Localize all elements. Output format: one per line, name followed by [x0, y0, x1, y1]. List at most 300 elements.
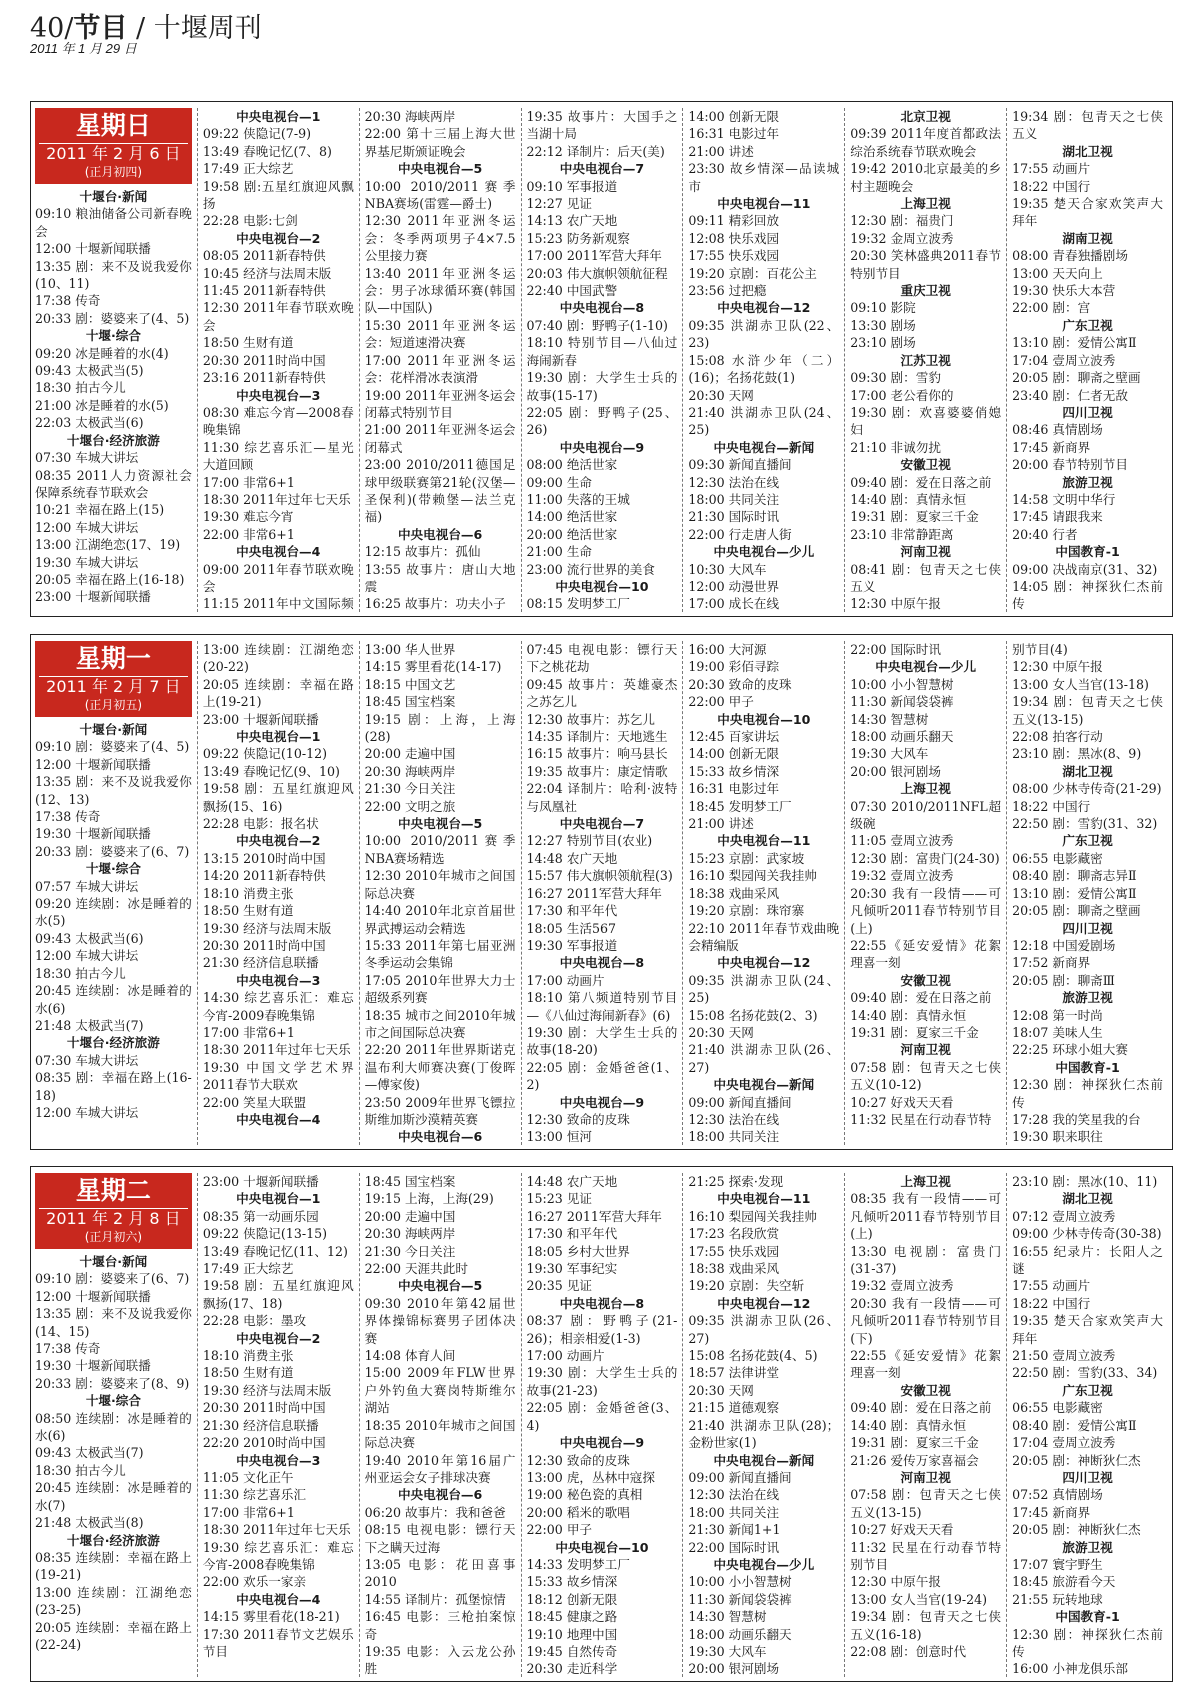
program-item: 20:30 天网 [688, 1382, 754, 1398]
program-item: 17:55 快乐戏园 [688, 1243, 780, 1259]
channel-header: 中央电视台—9 [559, 439, 645, 455]
program-item: 19:58 剧：五星红旗迎风飘扬(17、18) [202, 1278, 354, 1311]
channel-header: 中央电视台—6 [397, 1487, 483, 1503]
program-item: 19:31 剧：夏家三千金 [850, 509, 979, 525]
program-item: 23:10 剧：黑冰(8、9) [1012, 746, 1142, 762]
program-item: 21:00 冰是睡着的水(5) [35, 397, 169, 413]
program-item: 09:22 侠隐记(13-15) [202, 1226, 328, 1242]
program-item: 08:35 连续剧：幸福在路上(19-21) [35, 1549, 192, 1583]
program-item: 19:30 剧：欢喜婆婆俏媳妇 [850, 404, 1002, 438]
program-item: 15:08 名扬花鼓(4、5) [688, 1348, 818, 1364]
program-item: 07:45 电视电影：镖行天下之桃花劫 [526, 642, 678, 675]
channel-header: 十堰台·经济旅游 [66, 1035, 160, 1051]
program-item: 20:40 行者 [1012, 526, 1078, 542]
program-item: 18:30 2011年过年七天乐 [202, 1522, 351, 1538]
program-item: 19:20 京剧：失空斩 [688, 1278, 805, 1294]
program-item: 别节目(4) [1012, 642, 1068, 657]
program-item: 07:58 剧：包青天之七侠五义(10-12) [850, 1059, 1002, 1093]
program-item: 18:22 中国行 [1012, 178, 1091, 194]
program-item: 12:00 十堰新闻联播 [35, 756, 151, 772]
channel-header: 中央电视台—3 [236, 972, 321, 988]
program-item: 17:04 壹周立波秀 [1012, 1435, 1116, 1451]
program-item: 14:40 剧：真情永恒 [850, 1417, 967, 1433]
listing-column [521, 108, 683, 612]
program-item: 20:30 天网 [688, 387, 754, 403]
badge-date: 2011 年 2 月 6 日 [39, 143, 188, 164]
program-item: 22:00 甲子 [526, 1522, 593, 1538]
program-item: 09:30 剧：雪豹 [850, 370, 941, 386]
program-item: 16:25 故事片：功夫小子 [364, 596, 506, 612]
program-item: 15:23 京剧：武家坡 [688, 850, 805, 866]
program-item: 09:10 军事报道 [526, 178, 618, 194]
program-item: 16:10 梨园闯关我挂帅 [688, 1208, 817, 1224]
program-item: 11:15 2011年中文国际频 [202, 596, 354, 612]
channel-header: 河南卫视 [900, 1469, 951, 1485]
program-item: 20:30 海峡两岸 [364, 1226, 456, 1242]
program-item: 20:30 2011时尚中国 [202, 937, 326, 953]
channel-header: 安徽卫视 [900, 457, 951, 473]
program-item: 17:00 非常6+1 [202, 1024, 295, 1040]
program-item: 08:50 连续剧：冰是睡着的水(6) [35, 1410, 192, 1444]
program-item: 20:05 剧：神断狄仁杰 [1012, 1452, 1141, 1468]
program-item: 11:30 综艺喜乐汇 [202, 1487, 307, 1503]
channel-header: 上海卫视 [900, 1174, 951, 1189]
program-item: 13:05 电影：花田喜事2010 [364, 1556, 516, 1590]
channel-header: 中央电视台—5 [397, 1278, 483, 1294]
program-item: 09:00 决战南京(31、32) [1012, 561, 1158, 577]
listing-column [844, 641, 1006, 1145]
program-item: 14:13 农广天地 [526, 213, 618, 229]
channel-header: 十堰·综合 [85, 861, 141, 877]
program-item: 22:00 甲子 [688, 694, 754, 710]
program-item: 12:00 动漫世界 [688, 578, 780, 594]
program-item: 22:00 笑星大联盟 [202, 1094, 307, 1110]
program-item: 21:00 2011年亚洲冬运会闭幕式 [364, 422, 516, 455]
separator: / [127, 13, 154, 44]
program-item: 18:12 创新无限 [526, 1591, 618, 1607]
channel-header: 中央电视台—2 [236, 1330, 321, 1346]
program-item: 20:00 绝活世家 [526, 526, 618, 542]
program-item: 19:30 十堰新闻联播 [35, 826, 151, 842]
channel-header: 中央电视台—12 [717, 955, 811, 971]
program-item: 22:00 天涯共此时 [364, 1261, 468, 1277]
program-item: 08:05 2011新春特供 [202, 248, 326, 264]
program-item: 19:30 经济与法周末版 [202, 920, 332, 936]
program-item: 10:27 好戏天天看 [850, 1094, 954, 1110]
program-item: 20:33 剧：婆婆来了(6、7) [35, 843, 190, 859]
program-item: 10:00 小小智慧树 [850, 676, 954, 692]
program-item: 18:10 消费主张 [202, 1348, 294, 1364]
program-item: 18:05 生活567 [526, 920, 617, 936]
channel-header: 中央电视台—7 [559, 816, 645, 832]
program-item: 13:30 电视剧：富贵门(31-37) [850, 1243, 1002, 1277]
channel-header: 旅游卫视 [1062, 990, 1113, 1006]
program-item: 21:48 太极武当(8) [35, 1515, 144, 1531]
program-item: 20:30 笑林盛典2011春节特别节目 [850, 248, 1002, 281]
program-item: 21:30 国际时讯 [688, 509, 780, 525]
channel-header: 中央电视台—10 [555, 578, 649, 594]
program-item: 21:26 爱传万家喜福会 [850, 1452, 979, 1468]
program-item: 21:30 经济信息联播 [202, 1417, 319, 1433]
program-item: 18:45 国宝档案 [364, 1174, 456, 1189]
program-item: 11:30 新闻袋袋裤 [688, 1591, 792, 1607]
channel-header: 中央电视台—11 [717, 1191, 811, 1207]
channel-header: 湖北卫视 [1062, 763, 1113, 779]
program-item: 22:50 剧：雪豹(33、34) [1012, 1365, 1158, 1381]
day-badge [35, 641, 192, 717]
program-item: 22:28 电影：墨攻 [202, 1313, 307, 1329]
program-item: 09:40 剧：爱在日落之前 [850, 1400, 992, 1416]
program-item: 12:00 十堰新闻联播 [35, 1288, 151, 1304]
program-item: 22:00 剧：宫 [1012, 300, 1091, 316]
program-item: 17:07 寰宇野生 [1012, 1556, 1103, 1572]
program-item: 19:58 剧:五星红旗迎风飘扬 [202, 178, 354, 212]
program-item: 13:55 故事片：唐山大地震 [364, 561, 516, 594]
listing-column [35, 641, 197, 1145]
program-item: 13:00 江湖绝恋(17、19) [35, 537, 181, 553]
program-item: 20:30 天网 [688, 1024, 754, 1040]
program-item: 19:30 军事报道 [526, 937, 618, 953]
listing-column [682, 108, 844, 612]
program-item: 21:40 洪湖赤卫队(24、25) [688, 404, 840, 438]
program-item: 18:00 动画乐翻天 [688, 1626, 792, 1642]
listing-column [844, 108, 1006, 612]
program-item: 07:30 车城大讲坛 [35, 450, 139, 466]
program-item: 16:15 故事片：响马县长 [526, 746, 668, 762]
program-item: 09:20 连续剧：冰是睡着的水(5) [35, 896, 192, 929]
badge-date: 2011 年 2 月 8 日 [39, 1208, 188, 1229]
program-item: 19:32 金周立波秀 [850, 230, 954, 246]
program-item: 22:03 太极武当(6) [35, 415, 144, 431]
program-item: 20:05 剧：聊斋之壁画 [1012, 903, 1141, 919]
day-badge [35, 1173, 192, 1249]
program-item: 20:05 剧：神断狄仁杰 [1012, 1522, 1141, 1538]
program-item: 09:39 2011年度首都政法综治系统春节联欢晚会 [850, 126, 1002, 159]
program-item: 20:05 剧：聊斋Ⅲ [1012, 972, 1115, 988]
program-item: 14:40 2010年北京首届世界武搏运动会精选 [364, 903, 516, 936]
program-item: 18:50 生财有道 [202, 903, 294, 919]
program-item: 15:33 故乡情深 [688, 763, 780, 779]
program-item: 07:58 剧：包青天之七侠五义(13-15) [850, 1487, 1002, 1520]
program-item: 19:20 京剧：百花公主 [688, 265, 817, 281]
program-item: 21:30 今日关注 [364, 781, 456, 797]
program-item: 13:40 2011年亚洲冬运会：男子冰球循环赛(韩国队—中国队) [364, 265, 516, 316]
channel-header: 重庆卫视 [900, 283, 951, 299]
program-item: 14:40 剧：真情永恒 [850, 1007, 967, 1023]
program-item: 16:31 电影过年 [688, 126, 780, 142]
channel-header: 中央电视台—新闻 [713, 439, 815, 455]
program-item: 17:00 动画片 [526, 1348, 605, 1364]
program-item: 21:48 太极武当(7) [35, 1017, 144, 1033]
program-item: 15:30 2011年亚洲冬运会：短道速滑决赛 [364, 317, 516, 351]
program-item: 16:45 电影：三枪拍案惊奇 [364, 1609, 516, 1642]
program-item: 19:31 剧：夏家三千金 [850, 1024, 979, 1040]
program-item: 10:21 幸福在路上(15) [35, 502, 165, 518]
program-item: 20:30 我有一段情——可凡倾听2011春节特别节目(上) [850, 885, 1002, 936]
program-item: 09:20 冰是睡着的水(4) [35, 345, 169, 361]
program-item: 16:00 大河源 [688, 642, 767, 657]
section-title: 节目 [73, 13, 128, 44]
channel-header: 安徽卫视 [900, 1382, 951, 1398]
program-item: 22:20 2011年世界斯诺克温布利大师赛决赛(丁俊晖—傅家俊) [364, 1042, 516, 1093]
program-item: 12:00 车城大讲坛 [35, 948, 139, 964]
program-item: 21:25 探索·发现 [688, 1174, 784, 1189]
program-item: 18:30 2011年过年七天乐 [202, 491, 351, 507]
weekday: 星期一 [75, 644, 151, 673]
program-item: 15:33 故乡情深 [526, 1574, 618, 1590]
program-item: 12:30 剧：神探狄仁杰前传 [1012, 1077, 1163, 1110]
program-item: 11:45 2011新春特供 [202, 283, 326, 299]
program-item: 18:38 戏曲采风 [688, 885, 780, 901]
program-item: 19:30 中国文学艺术界2011春节大联欢 [202, 1059, 354, 1093]
program-item: 06:55 电影藏密 [1012, 850, 1103, 866]
program-item: 17:30 和平年代 [526, 903, 618, 919]
program-item: 12:30 中原午报 [850, 1574, 941, 1590]
program-item: 22:04 译制片：哈利·波特与凤凰社 [526, 781, 678, 814]
program-item: 08:40 剧：聊斋志异Ⅱ [1012, 868, 1137, 884]
channel-header: 安徽卫视 [900, 972, 951, 988]
channel-header: 中国教育-1 [1055, 1059, 1120, 1075]
program-item: 22:40 中国武警 [526, 283, 618, 299]
program-item: 19:58 剧：五星红旗迎风飘扬(15、16) [202, 781, 354, 814]
program-item: 18:30 2011年过年七天乐 [202, 1042, 351, 1058]
program-item: 18:45 发明梦工厂 [688, 798, 792, 814]
program-item: 13:35 剧：来不及说我爱你(10、11) [35, 258, 192, 292]
program-item: 17:00 非常6+1 [202, 474, 295, 490]
program-item: 09:43 太极武当(7) [35, 1445, 144, 1461]
program-item: 09:10 剧：婆婆来了(6、7) [35, 1271, 190, 1287]
program-item: 19:30 难忘今宵 [202, 509, 294, 525]
program-item: 12:00 车城大讲坛 [35, 1104, 139, 1120]
program-item: 23:40 剧：仁者无敌 [1012, 387, 1128, 403]
program-item: 07:52 真情剧场 [1012, 1487, 1103, 1503]
program-item: 10:00 小小智慧树 [688, 1574, 792, 1590]
channel-header: 湖北卫视 [1062, 143, 1113, 159]
program-item: 08:35 第一动画乐园 [202, 1208, 319, 1224]
program-item: 20:33 剧：婆婆来了(8、9) [35, 1375, 190, 1391]
program-item: 13:00 连续剧：江湖绝恋(20-22) [202, 642, 354, 675]
program-item: 17:55 动画片 [1012, 1278, 1091, 1294]
program-item: 13:49 春晚记忆(11、12) [202, 1243, 348, 1259]
channel-header: 中央电视台—1 [236, 729, 321, 745]
program-item: 09:22 侠隐记(10-12) [202, 746, 328, 762]
program-item: 20:00 春节特别节目 [1012, 457, 1128, 473]
program-item: 17:38 传奇 [35, 809, 101, 825]
channel-header: 中央电视台—11 [717, 196, 811, 212]
program-item: 19:40 2010年第16届广州亚运会女子排球决赛 [364, 1452, 516, 1485]
day-schedule-box [30, 1166, 1173, 1682]
program-item: 18:30 拍古今儿 [35, 1462, 126, 1478]
program-item: 19:30 综艺喜乐汇：难忘今宵-2008春晚集锦 [202, 1539, 354, 1572]
channel-header: 中央电视台—11 [717, 833, 811, 849]
program-item: 12:27 特别节目(农业) [526, 833, 653, 849]
channel-header: 中央电视台—8 [559, 1295, 645, 1311]
program-item: 09:11 精彩回放 [688, 213, 780, 229]
program-item: 18:15 中国文艺 [364, 676, 456, 692]
channel-header: 中央电视台—少儿 [713, 544, 815, 560]
program-item: 14:15 雾里看花(14-17) [364, 659, 502, 675]
program-item: 09:30 新闻直播间 [688, 457, 792, 473]
program-item: 14:35 译制片：天地逃生 [526, 729, 668, 745]
program-item: 17:00 老公看你的 [850, 387, 954, 403]
program-item: 09:10 粮油储备公司新春晚会 [35, 206, 192, 239]
program-item: 19:15 上海，上海(29) [364, 1191, 494, 1207]
program-item: 17:45 新商界 [1012, 1504, 1091, 1520]
program-item: 19:42 2010北京最美的乡村主题晚会 [850, 161, 1002, 194]
program-item: 12:30 故事片：苏乞儿 [526, 711, 655, 727]
program-item: 19:35 楚天合家欢笑声大拜年 [1012, 1313, 1163, 1346]
program-item: 16:27 2011军营大拜年 [526, 885, 662, 901]
program-item: 17:49 正大综艺 [202, 161, 294, 177]
listing-column [35, 1173, 197, 1677]
program-item: 12:30 剧：福贵门 [850, 213, 954, 229]
program-item: 22:28 电影:七剑 [202, 213, 298, 229]
program-item: 19:30 大风车 [688, 1643, 767, 1659]
program-item: 21:55 玩转地球 [1012, 1591, 1103, 1607]
program-item: 21:30 经济信息联播 [202, 955, 319, 971]
program-item: 11:30 新闻袋袋裤 [850, 694, 954, 710]
program-item: 15:08 水浒少年（二）(16)；名扬花鼓(1) [688, 352, 840, 386]
program-item: 09:00 少林寺传奇(30-38) [1012, 1226, 1162, 1242]
listing-column [359, 1173, 521, 1677]
program-item: 09:35 洪湖赤卫队(26、27) [688, 1313, 840, 1346]
program-item: 18:30 拍古今儿 [35, 380, 126, 396]
channel-header: 十堰台·新闻 [79, 189, 148, 204]
program-item: 17:55 快乐戏园 [688, 248, 780, 264]
program-item: 20:30 海峡两岸 [364, 109, 456, 124]
program-item: 10:27 好戏天天看 [850, 1522, 954, 1538]
program-item: 19:35 故事片：康定情歌 [526, 763, 668, 779]
program-item: 12:30 法治在线 [688, 1487, 780, 1503]
program-item: 14:55 译制片：孤堡惊情 [364, 1591, 506, 1607]
program-item: 14:40 剧：真情永恒 [850, 491, 967, 507]
program-item: 19:30 十堰新闻联播 [35, 1358, 151, 1374]
program-item: 23:10 剧场 [850, 335, 916, 351]
program-item: 22:12 译制片：后天(美) [526, 143, 665, 159]
program-item: 20:30 走近科学 [526, 1661, 618, 1677]
program-item: 20:30 海峡两岸 [364, 763, 456, 779]
program-item: 17:23 名段欣赏 [688, 1226, 780, 1242]
program-item: 16:31 电影过年 [688, 781, 780, 797]
channel-header: 中央电视台—8 [559, 300, 645, 316]
program-item: 19:00 彩佰寻踪 [688, 659, 780, 675]
program-item: 21:50 壹周立波秀 [1012, 1348, 1116, 1364]
program-item: 23:10 非常静距离 [850, 526, 954, 542]
program-item: 19:35 电影：入云龙公孙胜 [364, 1643, 516, 1677]
channel-header: 北京卫视 [900, 109, 951, 124]
program-item: 18:10 消费主张 [202, 885, 294, 901]
channel-header: 中央电视台—5 [397, 816, 483, 832]
program-item: 20:05 连续剧：幸福在路上(19-21) [202, 676, 354, 710]
program-item: 09:35 洪湖赤卫队(22、23) [688, 317, 840, 351]
program-item: 11:32 民星在行动春节特别节目 [850, 1539, 1002, 1572]
program-item: 22:05 剧：金婚爸爸(1、2) [526, 1059, 678, 1093]
channel-header: 广东卫视 [1062, 833, 1113, 849]
page-number: 40/ [30, 13, 74, 44]
program-item: 07:12 壹周立波秀 [1012, 1208, 1116, 1224]
listing-column [359, 641, 521, 1145]
program-item: 20:30 2011时尚中国 [202, 1400, 326, 1416]
program-item: 15:00 2009年FLW世界户外钓鱼大赛岗特斯维尔湖站 [364, 1365, 516, 1416]
program-item: 20:03 伟大旗帜领航征程 [526, 265, 668, 281]
channel-header: 中央电视台—少儿 [875, 659, 977, 675]
program-item: 18:07 美味人生 [1012, 1024, 1103, 1040]
listing-column [197, 1173, 359, 1677]
channel-header: 中央电视台—8 [559, 955, 645, 971]
program-item: 09:00 生命 [526, 474, 593, 490]
program-item: 22:00 行走唐人街 [688, 526, 792, 542]
program-item: 15:23 防务新观察 [526, 230, 630, 246]
program-item: 14:00 绝活世家 [526, 509, 618, 525]
badge-date: 2011 年 2 月 7 日 [39, 676, 188, 697]
program-item: 21:40 洪湖赤卫队(28)；金粉世家(1) [688, 1417, 840, 1451]
program-item: 13:10 剧：爱情公寓Ⅱ [1012, 885, 1137, 901]
program-item: 12:27 见证 [526, 196, 593, 212]
program-item: 17:05 2010年世界大力士超级系列赛 [364, 972, 516, 1006]
program-item: 22:50 剧：雪豹(31、32) [1012, 816, 1158, 832]
program-item: 07:30 车城大讲坛 [35, 1052, 139, 1068]
program-item: 23:00 十堰新闻联播 [35, 589, 151, 605]
program-item: 21:30 今日关注 [364, 1243, 456, 1259]
program-item: 10:30 大风车 [688, 561, 767, 577]
program-item: 23:10 剧：黑冰(10、11) [1012, 1174, 1158, 1189]
program-item: 12:00 车城大讲坛 [35, 519, 139, 535]
program-item: 22:00 第十三届上海大世界基尼斯颁证晚会 [364, 126, 516, 159]
program-item: 22:55《延安爱情》花絮 理喜一刻 [850, 1348, 1002, 1381]
program-item: 12:00 十堰新闻联播 [35, 241, 151, 257]
program-item: 07:40 剧：野鸭子(1-10) [526, 317, 668, 333]
listing-column [359, 108, 521, 612]
program-item: 22:55《延安爱情》花絮 理喜一刻 [850, 937, 1002, 971]
program-item: 22:00 文明之旅 [364, 798, 456, 814]
program-item: 20:00 银河剧场 [850, 763, 941, 779]
program-item: 17:00 2011军营大拜年 [526, 248, 662, 264]
program-item: 20:45 连续剧：冰是睡着的水(7) [35, 1480, 192, 1513]
program-item: 18:50 生财有道 [202, 1365, 294, 1381]
channel-header: 中央电视台—10 [555, 1539, 649, 1555]
program-item: 23:16 2011新春特供 [202, 370, 326, 386]
channel-header: 中央电视台—4 [236, 1591, 321, 1607]
program-item: 18:35 2010年城市之间国际总决赛 [364, 1417, 516, 1451]
program-item: 12:30 法治在线 [688, 1111, 780, 1127]
program-item: 14:08 体育人间 [364, 1348, 456, 1364]
program-item: 21:15 道德观察 [688, 1400, 780, 1416]
program-item: 20:00 走遍中国 [364, 1208, 456, 1224]
program-item: 21:00 生命 [526, 544, 593, 560]
program-item: 19:32 壹周立波秀 [850, 1278, 954, 1294]
program-item: 18:00 动画乐翻天 [850, 729, 954, 745]
program-item: 07:57 车城大讲坛 [35, 878, 139, 894]
program-item: 14:30 智慧树 [688, 1609, 767, 1625]
program-item: 13:00 天天向上 [1012, 265, 1103, 281]
program-item: 12:08 第一时尚 [1012, 1007, 1103, 1023]
publication-name: 十堰周刊 [153, 13, 262, 44]
channel-header: 中央电视台—6 [397, 526, 483, 542]
program-item: 12:45 百家讲坛 [688, 729, 780, 745]
program-item: 20:00 走遍中国 [364, 746, 456, 762]
channel-header: 四川卫视 [1062, 1469, 1113, 1485]
program-item: 22:05 剧：野鸭子(25、26) [526, 404, 678, 438]
program-item: 09:40 剧：爱在日落之前 [850, 990, 992, 1006]
program-item: 18:45 国宝档案 [364, 694, 456, 710]
channel-header: 四川卫视 [1062, 404, 1113, 420]
program-item: 11:32 民星在行动春节特 [850, 1111, 992, 1127]
program-item: 08:35 我有一段情——可凡倾听2011春节特别节目(上) [850, 1191, 1002, 1242]
program-item: 19:10 地理中国 [526, 1626, 618, 1642]
channel-header: 十堰·综合 [85, 328, 141, 344]
lunar-date: (正月初五) [84, 698, 143, 712]
program-item: 09:43 太极武当(6) [35, 930, 144, 946]
